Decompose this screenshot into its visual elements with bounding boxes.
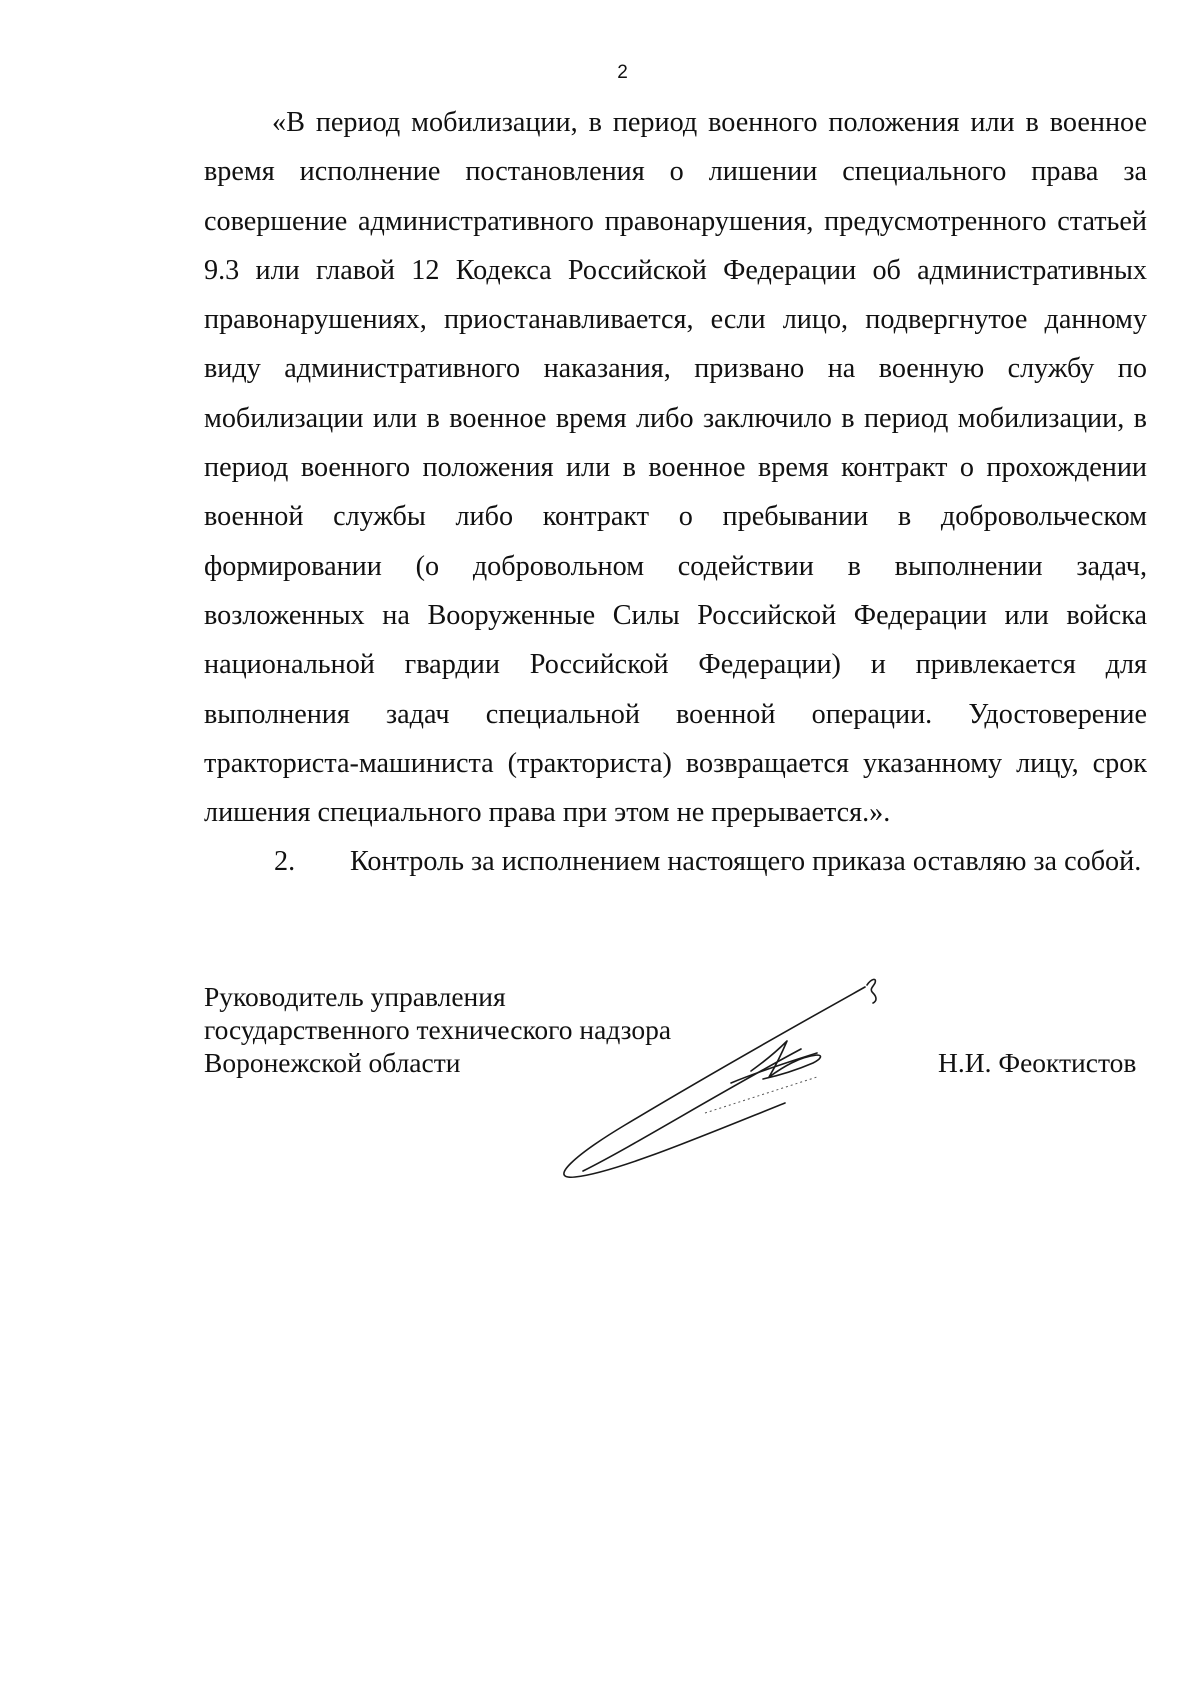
quote-paragraph: «В период мобилизации, в период военного положения или в военное время исполнение постановления о лишении специального права за совершение административного правонарушения, предусмотренного статьей 9.3 или главой 12 Кодекса Российской Федерации об административных правонарушениях, приостанавливается, если лицо, подвергнутое данному виду административного наказания, призвано на военную службу по мобилизации или в военное время либо заключило в период мобилизации, в период военного положения или в военное время контракт о прохождении военной службы либо контракт о пребывании в добровольческом формировании (о добровольном содействии в выполнении задач, возложенных на Вооруженные Силы Российской Федерации или войска национальной гвардии Российской Федерации) и привлекается для выполнения задач специальной военной операции. Удостоверение тракториста-машиниста (тракториста) возвращается указанному лицу, срок лишения специального права при этом не прерывается.».	[204, 107, 1147, 829]
item-number: 2.	[274, 846, 296, 878]
item-text: Контроль за исполнением настоящего приказа оставляю за собой.	[350, 846, 1142, 878]
page-number: 2	[617, 62, 628, 83]
numbered-item-2	[204, 837, 1147, 886]
handwritten-signature	[555, 975, 935, 1185]
document-body	[204, 98, 1147, 887]
position-line-2: государственного технического надзора	[204, 1014, 672, 1045]
signatory-name: Н.И. Феоктистов	[938, 1047, 1137, 1078]
position-line-1: Руководитель управления	[204, 981, 506, 1012]
position-line-3: Воронежской области	[204, 1047, 461, 1078]
